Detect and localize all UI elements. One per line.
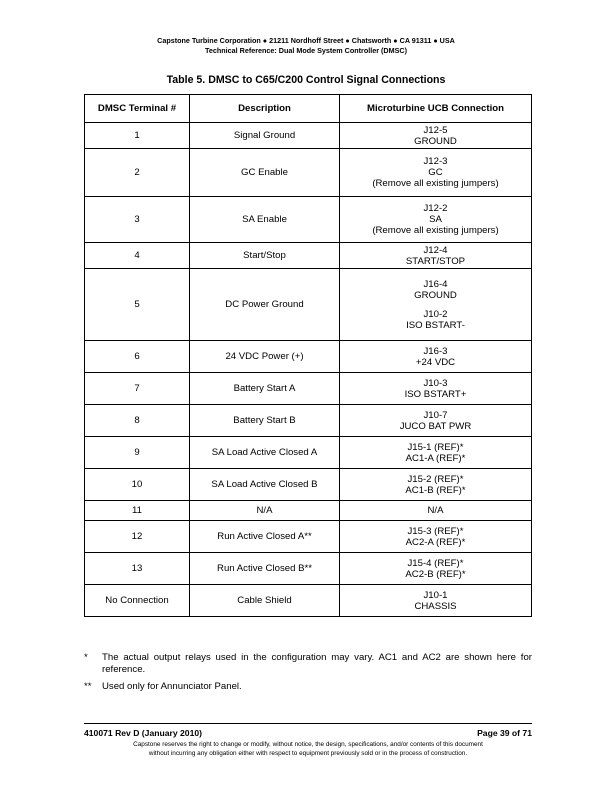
terminal-cell: 5 [85,269,190,341]
connection-line: J15-3 (REF)* [407,525,464,537]
connection-line: J15-4 (REF)* [407,557,464,569]
description-cell: Run Active Closed B** [190,553,340,585]
description-cell: Run Active Closed A** [190,521,340,553]
table-row [85,521,532,553]
footnote-double-asterisk [84,681,532,693]
table-row [85,585,532,617]
connection-line: AC2-B (REF)* [405,568,466,580]
terminal-cell: 9 [85,437,190,469]
table-row [85,553,532,585]
connection-line: J12-2 [423,203,448,214]
page-number: Page 39 of 71 [477,728,532,738]
connection-cell [340,243,532,269]
connection-cell [340,405,532,437]
connection-line: N/A [427,505,444,516]
terminal-cell: 1 [85,123,190,149]
terminal-cell: 6 [85,341,190,373]
description-cell: N/A [190,501,340,521]
terminal-cell: No Connection [85,585,190,617]
connection-line: ISO BSTART- [406,319,465,331]
connection-cell [340,123,532,149]
connection-cell [340,149,532,197]
connection-line: AC2-A (REF)* [405,536,466,548]
table-row [85,243,532,269]
terminal-cell: 8 [85,405,190,437]
table-row [85,123,532,149]
connection-line: J10-1 [423,589,448,601]
connection-line: J10-2 [423,308,448,320]
description-cell: 24 VDC Power (+) [190,341,340,373]
table-title: Table 5. DMSC to C65/C200 Control Signal Connections [166,74,446,86]
connection-line: GROUND [414,135,457,147]
table-row [85,373,532,405]
footnotes [84,652,532,698]
footnote-text: Used only for Annunciator Panel. [102,681,242,692]
connection-cell [340,553,532,585]
connection-line: GC [428,167,443,178]
connection-line: AC1-B (REF)* [405,484,466,496]
connection-line: J15-1 (REF)* [407,441,464,453]
connection-line: J16-3 [423,345,448,357]
connection-line: GROUND [414,289,457,301]
description-cell: SA Load Active Closed B [190,469,340,501]
disclaimer-line: Capstone reserves the right to change or modify, without notice, the design, specifications, and/or contents of this document [133,741,483,748]
table-row [85,341,532,373]
footnote-single-asterisk [84,652,532,676]
connection-line: J12-3 [423,156,448,167]
connection-line: CHASSIS [414,600,457,612]
terminal-cell: 11 [85,501,190,521]
terminal-cell: 12 [85,521,190,553]
connection-cell [340,341,532,373]
connection-line: J10-3 [423,377,448,389]
footer-disclaimer [84,741,532,758]
connection-cell [340,501,532,521]
connection-cell [340,437,532,469]
connection-cell [340,373,532,405]
connection-line: J15-2 (REF)* [407,473,464,485]
page-header [0,36,612,56]
connection-line: J10-7 [423,409,448,421]
terminal-cell: 7 [85,373,190,405]
table-row [85,197,532,243]
description-cell: SA Enable [190,197,340,243]
disclaimer-line: without incurring any obligation either with respect to equipment previously sold or in the process of construction. [148,749,468,757]
description-cell: SA Load Active Closed A [190,437,340,469]
connection-line [343,301,528,309]
page-footer [84,728,532,738]
terminal-cell: 10 [85,469,190,501]
column-header-terminal: DMSC Terminal # [85,95,190,123]
table-row [85,149,532,197]
description-cell: Signal Ground [190,123,340,149]
footnote-marker: ** [84,681,92,692]
connection-line: SA [429,214,442,225]
connection-line: J16-4 [423,278,448,290]
connection-line: (Remove all existing jumpers) [372,178,499,189]
header-address: Capstone Turbine Corporation ● 21211 Nordhoff Street ● Chatsworth ● CA 91311 ● USA [157,36,455,45]
table-row [85,269,532,341]
description-cell: GC Enable [190,149,340,197]
connection-cell [340,521,532,553]
connection-line: J12-5 [423,124,448,136]
connection-line: START/STOP [405,255,466,267]
table-row [85,501,532,521]
terminal-cell: 2 [85,149,190,197]
footer-divider [84,723,532,724]
header-doc-title: Technical Reference: Dual Mode System Controller (DMSC) [205,46,407,55]
connection-cell [340,469,532,501]
connection-cell [340,269,532,341]
footnote-text: The actual output relays used in the configuration may vary. AC1 and AC2 are shown here for reference. [102,652,532,675]
terminal-cell: 4 [85,243,190,269]
connection-line: +24 VDC [415,356,456,368]
table-row [85,405,532,437]
connection-line: J12-4 [423,244,448,256]
description-cell: Battery Start B [190,405,340,437]
footnote-marker: * [84,652,88,663]
description-cell: Cable Shield [190,585,340,617]
signal-connections-table [84,94,532,617]
column-header-connection: Microturbine UCB Connection [340,95,532,123]
column-header-description: Description [190,95,340,123]
table-row [85,437,532,469]
terminal-cell: 13 [85,553,190,585]
connection-line: ISO BSTART+ [404,388,467,400]
description-cell: Battery Start A [190,373,340,405]
description-cell: Start/Stop [190,243,340,269]
description-cell: DC Power Ground [190,269,340,341]
connection-cell [340,585,532,617]
connection-cell [340,197,532,243]
connection-line: AC1-A (REF)* [405,452,466,464]
connection-line: JUCO BAT PWR [399,420,472,432]
table-row [85,469,532,501]
table-header-row [85,95,532,123]
document-revision: 410071 Rev D (January 2010) [84,728,203,738]
terminal-cell: 3 [85,197,190,243]
connection-line: (Remove all existing jumpers) [372,225,499,236]
